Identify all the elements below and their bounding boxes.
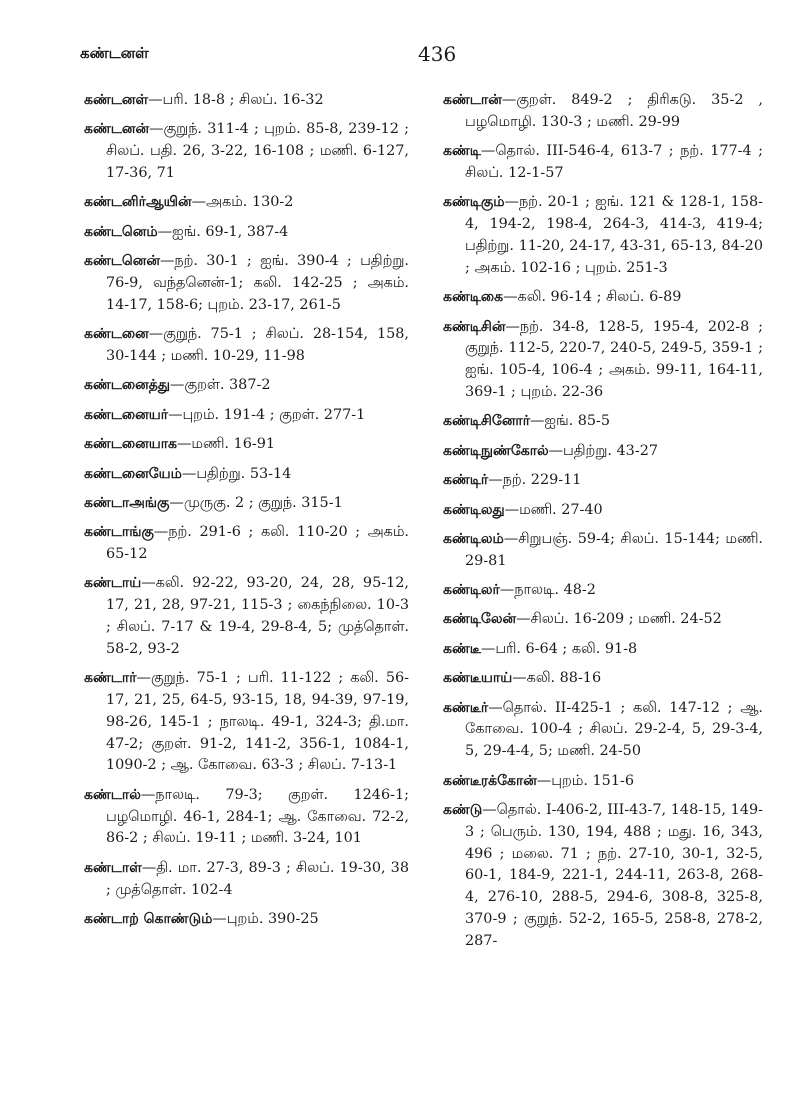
entry-headword: கண்டீர் <box>443 699 489 716</box>
index-entry <box>84 405 409 427</box>
entry-references: —நற். 34-8, 128-5, 195-4, 202-8 ; குறுந். 112-5, 220-7, 240-5, 249-5, 359-1 ; ஐங். 105-4, 106-4 ; அகம். 99-11, 164-11, 369-1 ; புறம். 22-36 <box>465 318 763 400</box>
index-entry <box>84 192 409 214</box>
entry-references: —குறுந். 75-1 ; பரி. 11-122 ; கலி. 56-17, 21, 25, 64-5, 93-15, 18, 94-39, 97-19, 98-26, 145-1 ; நாலடி. 49-1, 324-3; தி.மா. 47-2; குறள். 91-2, 141-2, 356-1, 1084-1, 1090-2 ; ஆ. கோவை. 63-3 ; சிலப். 7-13-1 <box>106 670 409 774</box>
entry-references: —நற். 229-11 <box>488 472 582 489</box>
entry-references: —பதிற்று. 43-27 <box>548 442 659 459</box>
entry-references: —நற். 20-1 ; ஐங். 121 & 128-1, 158-4, 194-2, 198-4, 264-3, 414-3, 419-4; பதிற்று. 11-20, 24-17, 43-31, 65-13, 84-20 ; அகம். 102-16 ; புறம். 251-3 <box>465 194 763 276</box>
entry-references: —மணி. 16-91 <box>177 436 276 453</box>
index-entry <box>84 324 409 368</box>
running-head: கண்டனள் <box>80 44 149 62</box>
entry-headword: கண்டார் <box>84 670 137 687</box>
entry-references: —புறம். 151-6 <box>536 772 634 789</box>
index-entry <box>443 141 763 185</box>
entry-references: —சிலப். 16-209 ; மணி. 24-52 <box>516 611 722 628</box>
entry-references: —பரி. 6-64 ; கலி. 91-8 <box>480 640 638 657</box>
entry-references: —குறள். 387-2 <box>170 377 271 394</box>
entry-references: —கலி. 92-22, 93-20, 24, 28, 95-12, 17, 21, 28, 97-21, 115-3 ; கைந்நிலை. 10-3 ; சிலப். 7-17 & 19-4, 29-8-4, 5; முத்தொள். 58-2, 93-2 <box>106 575 409 657</box>
entry-headword: கண்டனையாக <box>84 436 178 453</box>
index-entry <box>443 609 763 631</box>
entry-headword: கண்டால் <box>84 786 141 803</box>
right-column <box>443 90 763 960</box>
entry-references: —தொல். III-546-4, 613-7 ; நற். 177-4 ; சிலப். 12-1-57 <box>465 143 763 181</box>
entry-headword: கண்டிலர் <box>443 582 500 599</box>
index-entry <box>84 522 409 566</box>
index-entry <box>443 500 763 522</box>
entry-headword: கண்டி <box>443 143 481 160</box>
index-entry <box>84 251 409 316</box>
entry-headword: கண்டாள் <box>84 859 142 876</box>
entry-headword: கண்டிகை <box>443 289 504 306</box>
entry-references: —தி. மா. 27-3, 89-3 ; சிலப். 19-30, 38 ; முத்தொள். 102-4 <box>106 859 409 898</box>
entry-headword: கண்டீரக்கோன் <box>443 772 537 789</box>
entry-headword: கண்டனென் <box>84 253 160 270</box>
entry-headword: கண்டிநுண்கோல் <box>443 442 549 459</box>
entry-references: —முருகு. 2 ; குறுந். 315-1 <box>169 494 343 511</box>
entry-headword: கண்டாங்கு <box>84 524 154 541</box>
entry-references: —அகம். 130-2 <box>191 194 294 211</box>
entry-headword: கண்டாய் <box>84 575 142 592</box>
entry-headword: கண்டிலம் <box>443 530 504 547</box>
entry-references: —குறுந். 75-1 ; சிலப். 28-154, 158, 30-144 ; மணி. 10-29, 11-98 <box>106 326 409 364</box>
index-entry <box>84 434 409 456</box>
entry-headword: கண்டனெம் <box>84 223 158 240</box>
entry-references: —ஐங். 85-5 <box>530 413 611 430</box>
index-entry <box>84 785 409 850</box>
entry-references: —நற். 30-1 ; ஐங். 390-4 ; பதிற்று. 76-9, வந்தனென்-1; கலி. 142-25 ; அகம். 14-17, 158-6; புறம். 23-17, 261-5 <box>106 253 409 313</box>
entry-references: —பதிற்று. 53-14 <box>181 465 292 482</box>
entry-headword: கண்டனன் <box>84 121 150 138</box>
entry-headword: கண்டிலேன் <box>443 611 517 628</box>
entry-references: —புறம். 191-4 ; குறள். 277-1 <box>168 406 366 423</box>
index-entry <box>443 411 763 433</box>
entry-references: —நற். 291-6 ; கலி. 110-20 ; அகம். 65-12 <box>106 524 409 563</box>
index-entry <box>443 470 763 492</box>
index-entry <box>84 909 409 931</box>
index-entry <box>443 639 763 661</box>
entry-references: —நாலடி. 79-3; குறள். 1246-1; பழமொழி. 46-1, 284-1; ஆ. கோவை. 72-2, 86-2 ; சிலப். 19-11 ; மணி. 3-24, 101 <box>106 786 409 847</box>
entry-references: —கலி. 96-14 ; சிலப். 6-89 <box>503 289 682 306</box>
entry-headword: கண்டனைத்து <box>84 377 170 394</box>
entry-references: —ஐங். 69-1, 387-4 <box>157 223 289 240</box>
index-entry <box>84 668 409 777</box>
entry-references: —நாலடி. 48-2 <box>499 582 596 599</box>
entry-references: —குறள். 849-2 ; திரிகடு. 35-2 , பழமொழி. 130-3 ; மணி. 29-99 <box>465 92 763 130</box>
index-entry <box>84 493 409 515</box>
index-entry <box>443 287 763 309</box>
index-entry <box>443 90 763 134</box>
entry-headword: கண்டனிர்ஆயின் <box>84 194 192 211</box>
entry-references: —சிறுபஞ். 59-4; சிலப். 15-144; மணி. 29-81 <box>465 530 763 569</box>
index-entry <box>84 90 409 112</box>
index-entry <box>443 317 763 404</box>
index-entry <box>84 858 409 902</box>
entry-headword: கண்டிர் <box>443 472 489 489</box>
index-entry <box>443 800 763 953</box>
index-entry <box>443 771 763 793</box>
entry-headword: கண்டாஅங்கு <box>84 494 170 511</box>
page-number: 436 <box>418 42 457 66</box>
entry-headword: கண்டிசினோர் <box>443 413 531 430</box>
index-entry <box>84 375 409 397</box>
index-entry <box>443 580 763 602</box>
entry-headword: கண்டனை <box>84 326 149 343</box>
entry-references: —கலி. 88-16 <box>512 670 602 687</box>
entry-references: —புறம். 390-25 <box>212 911 319 927</box>
entry-headword: கண்டீயாய் <box>443 670 513 687</box>
entry-headword: கண்டிசின் <box>443 318 506 335</box>
index-entry <box>84 222 409 244</box>
index-entry <box>443 668 763 690</box>
index-entry <box>443 441 763 463</box>
index-entry <box>443 192 763 279</box>
entry-headword: கண்டனையேம் <box>84 465 182 482</box>
index-entry <box>84 464 409 486</box>
index-entry <box>443 529 763 573</box>
entry-headword: கண்டீ <box>443 640 481 657</box>
left-column <box>84 90 409 938</box>
entry-references: —குறுந். 311-4 ; புறம். 85-8, 239-12 ; சிலப். பதி. 26, 3-22, 16-108 ; மணி. 6-127, 17-36, 71 <box>106 121 409 181</box>
entry-headword: கண்டிலது <box>443 501 505 518</box>
index-entry <box>84 573 409 660</box>
entry-headword: கண்டனள் <box>84 92 149 108</box>
entry-headword: கண்டிகும் <box>443 194 505 211</box>
index-entry <box>84 119 409 184</box>
entry-headword: கண்டனையர் <box>84 406 169 423</box>
index-entry <box>443 698 763 763</box>
entry-headword: கண்டு <box>443 802 483 819</box>
entry-headword: கண்டான் <box>443 92 502 108</box>
entry-references: —பரி. 18-8 ; சிலப். 16-32 <box>148 92 324 108</box>
entry-references: —தொல். I-406-2, III-43-7, 148-15, 149-3 ; பெரும். 130, 194, 488 ; மது. 16, 343, 496 ; மலை. 71 ; நற். 27-10, 30-1, 32-5, 60-1, 184-9, 221-1, 244-11, 263-8, 268-4, 276-10, 288-5, 294-6, 308-8, 325-8, 370-9 ; குறுந். 52-2, 165-5, 258-8, 278-2, 287- <box>465 802 763 949</box>
entry-headword: கண்டாற் கொண்டும் <box>84 911 213 927</box>
entry-references: —தொல். II-425-1 ; கலி. 147-12 ; ஆ. கோவை. 100-4 ; சிலப். 29-2-4, 5, 29-3-4, 5, 29-4-4, 5; மணி. 24-50 <box>465 699 763 760</box>
entry-references: —மணி. 27-40 <box>504 501 603 518</box>
